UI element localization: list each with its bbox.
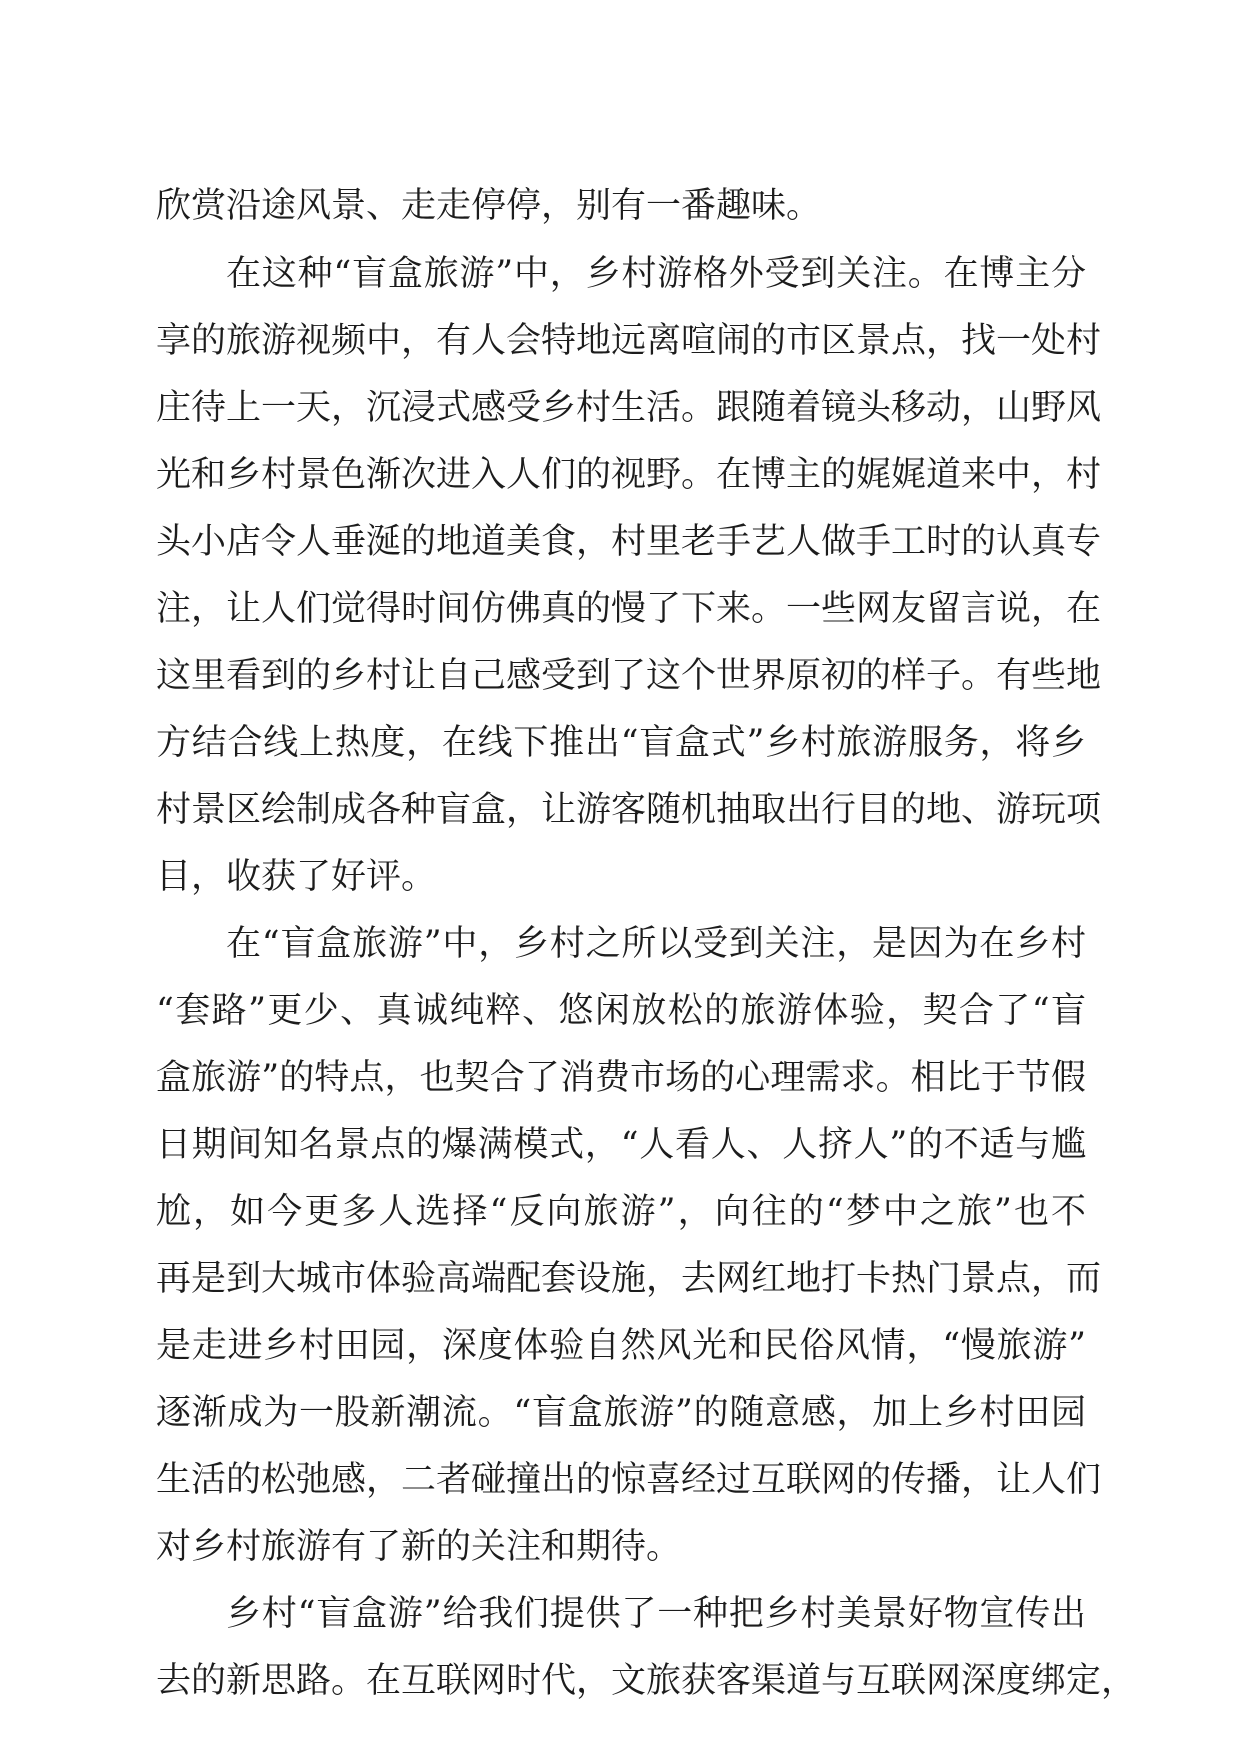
text-line: 村景区绘制成各种盲盒，让游客随机抽取出行目的地、游玩项 <box>156 790 1102 830</box>
text-line: 再是到大城市体验高端配套设施，去网红地打卡热门景点，而 <box>156 1259 1102 1299</box>
paragraph-first-line: 乡村“盲盒游”给我们提供了一种把乡村美景好物宣传出 <box>226 1594 1086 1634</box>
text-line: 庄待上一天，沉浸式感受乡村生活。跟随着镜头移动，山野风 <box>156 388 1102 428</box>
paragraph-first-line: 在这种“盲盒旅游”中，乡村游格外受到关注。在博主分 <box>226 254 1086 294</box>
text-line: 享的旅游视频中，有人会特地远离喧闹的市区景点，找一处村 <box>156 321 1102 361</box>
text-line: 光和乡村景色渐次进入人们的视野。在博主的娓娓道来中，村 <box>156 455 1102 495</box>
paragraph-first-line: 在“盲盒旅游”中，乡村之所以受到关注，是因为在乡村 <box>226 924 1086 964</box>
text-line: 生活的松弛感，二者碰撞出的惊喜经过互联网的传播，让人们 <box>156 1460 1102 1500</box>
text-line: 逐渐成为一股新潮流。“盲盒旅游”的随意感，加上乡村田园 <box>156 1393 1086 1433</box>
text-line: 盒旅游”的特点，也契合了消费市场的心理需求。相比于节假 <box>156 1058 1086 1098</box>
text-line: 尬，如今更多人选择“反向旅游”，向往的“梦中之旅”也不 <box>156 1192 1086 1232</box>
text-line: 欣赏沿途风景、走走停停，别有一番趣味。 <box>156 186 822 226</box>
text-line: 注，让人们觉得时间仿佛真的慢了下来。一些网友留言说，在 <box>156 589 1102 629</box>
text-line: 方结合线上热度，在线下推出“盲盒式”乡村旅游服务，将乡 <box>156 723 1086 763</box>
text-line: 目，收获了好评。 <box>156 857 437 897</box>
text-line: 对乡村旅游有了新的关注和期待。 <box>156 1527 682 1567</box>
text-line: 是走进乡村田园，深度体验自然风光和民俗风情，“慢旅游” <box>156 1326 1086 1366</box>
text-line: 日期间知名景点的爆满模式，“人看人、人挤人”的不适与尴 <box>156 1125 1086 1165</box>
text-line: “套路”更少、真诚纯粹、悠闲放松的旅游体验，契合了“盲 <box>156 991 1086 1031</box>
text-line: 去的新思路。在互联网时代，文旅获客渠道与互联网深度绑定， <box>156 1661 1137 1701</box>
text-line: 这里看到的乡村让自己感受到了这个世界原初的样子。有些地 <box>156 656 1102 696</box>
text-line: 头小店令人垂涎的地道美食，村里老手艺人做手工时的认真专 <box>156 522 1102 562</box>
